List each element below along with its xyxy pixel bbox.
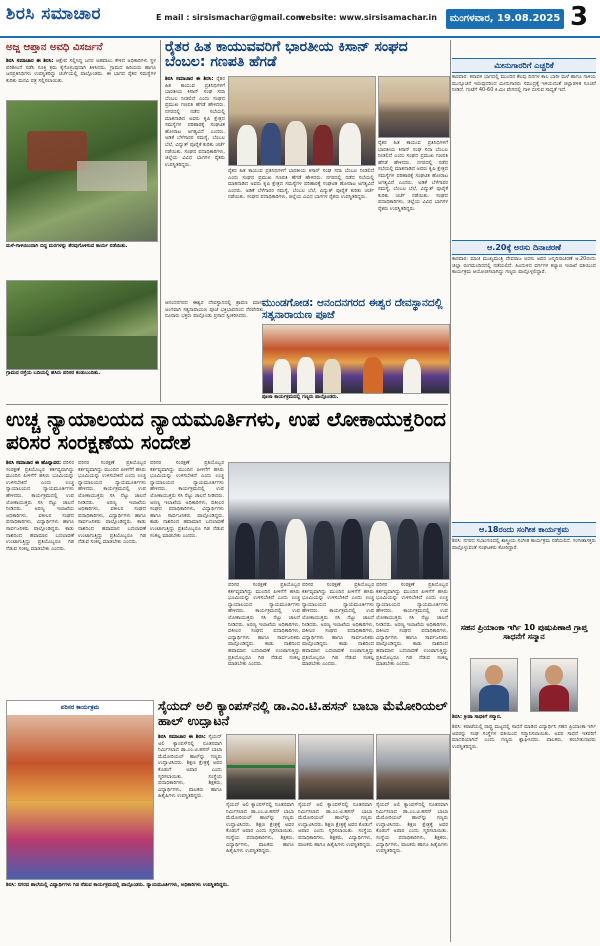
banner-text-5: ಪರಿಸರ ಸಂರಕ್ಷಣೆ ಪ್ರತಿಯೊಬ್ಬರ ಕರ್ತವ್ಯವಾಗಿದ್ದು ಮುಂದಿನ ಪೀಳಿಗೆಗೆ ಹಸಿರು ಭೂಮಿಯನ್ನು ಉಳಿಸಬೇಕಿದೆ ಎಂದು ಉಚ್ಚ ನ್ಯಾಯಾಲಯದ ನ್ಯಾಯಮೂರ್ತಿಗಳು ಹೇಳಿದರು. ಕಾರ್ಯಕ್ರಮದಲ್ಲಿ ಉಪ ಲೋಕಾಯುಕ್ತರು ಸಸಿ ನೆಟ್ಟು ಚಾಲನೆ ನೀಡಿದರು. ಅರಣ್ಯ ಇಲಾಖೆಯ ಅಧಿಕಾರಿಗಳು, ವಕೀಲರ ಸಂಘದ ಪದಾಧಿಕಾರಿಗಳು, ವಿದ್ಯಾರ್ಥಿಗಳು ಹಾಗೂ ಸಾರ್ವಜನಿಕರು ಪಾಲ್ಗೊಂಡಿದ್ದರು. ಕಾಡು ನಾಶದಿಂದ ಹವಾಮಾನ ಬದಲಾವಣೆ ಉಂಟಾಗುತ್ತಿದ್ದು ಪ್ರತಿಯೊಬ್ಬರೂ ಗಿಡ ನೆಡುವ ಸಂಕಲ್ಪ ಮಾಡಬೇಕು ಎಂದರು.	[302, 582, 374, 668]
box3-title: ಆ.18ರಂದು ಸಂಗೀತ ಕಾರ್ಯಕ್ರಮ	[452, 522, 596, 537]
school-photo-label: ಪರಿಸರ ಕಾರ್ಯಕ್ರಮ	[7, 701, 153, 715]
kisan-photo-2	[378, 76, 450, 138]
banner-text-3: ಪರಿಸರ ಸಂರಕ್ಷಣೆ ಪ್ರತಿಯೊಬ್ಬರ ಕರ್ತವ್ಯವಾಗಿದ್ದು ಮುಂದಿನ ಪೀಳಿಗೆಗೆ ಹಸಿರು ಭೂಮಿಯನ್ನು ಉಳಿಸಬೇಕಿದೆ ಎಂದು ಉಚ್ಚ ನ್ಯಾಯಾಲಯದ ನ್ಯಾಯಮೂರ್ತಿಗಳು ಹೇಳಿದರು. ಕಾರ್ಯಕ್ರಮದಲ್ಲಿ ಉಪ ಲೋಕಾಯುಕ್ತರು ಸಸಿ ನೆಟ್ಟು ಚಾಲನೆ ನೀಡಿದರು. ಅರಣ್ಯ ಇಲಾಖೆಯ ಅಧಿಕಾರಿಗಳು, ವಕೀಲರ ಸಂಘದ ಪದಾಧಿಕಾರಿಗಳು, ವಿದ್ಯಾರ್ಥಿಗಳು ಹಾಗೂ ಸಾರ್ವಜನಿಕರು ಪಾಲ್ಗೊಂಡಿದ್ದರು. ಕಾಡು ನಾಶದಿಂದ ಹವಾಮಾನ ಬದಲಾವಣೆ ಉಂಟಾಗುತ್ತಿದ್ದು ಪ್ರತಿಯೊಬ್ಬರೂ ಗಿಡ ನೆಡುವ ಸಂಕಲ್ಪ ಮಾಡಬೇಕು ಎಂದರು.	[150, 460, 224, 539]
banner-lead: ಶಿರಸಿ ಸಮಾಚಾರ ಈ ಹೊನ್ನಾವರ:	[6, 460, 62, 466]
temple-headline: ಮುಂಡಗೋಡ: ಆನಂದನಗರದ ಈಶ್ವರ ದೇವಸ್ಥಾನದಲ್ಲಿ ಸತ್ಯನಾರಾಯಣ ಪೂಜೆ	[262, 298, 443, 321]
top-left-caption-1: ಮಳೆ-ಗಾಳಿಯಿಂದಾಗಿ ಬಿದ್ದ ಮರಗಳನ್ನು ತೆರವುಗೊಳಿಸುವ ಕಾರ್ಯ ನಡೆಯಿತು.	[6, 243, 128, 249]
banner-body-col2	[78, 460, 146, 696]
hall-body-col3	[298, 802, 372, 880]
box2-body: ಕಾರವಾರ: ಮಾಜಿ ಮುಖ್ಯಮಂತ್ರಿ ದೇವರಾಜ ಅರಸು ಅವರ ಜನ್ಮದಿನಾಚರಣೆ ಆ.20ರಂದು ಜಿಲ್ಲಾ ರಂಗಮಂದಿರದಲ್ಲಿ ನಡೆಯಲಿದೆ. ಹಿಂದುಳಿದ ವರ್ಗಗಳ ಕಲ್ಯಾಣ ಇಲಾಖೆ ವತಿಯಿಂದ ಕಾರ್ಯಕ್ರಮ ಆಯೋಜಿಸಲಾಗಿದ್ದು ಗಣ್ಯರು ಪಾಲ್ಗೊಳ್ಳಲಿದ್ದಾರೆ.	[452, 256, 596, 276]
hall-text-2: ಸೈಯದ್ ಅಲಿ ಕ್ಯಾಂಪಸ್‌ನಲ್ಲಿ ನೂತನವಾಗಿ ನಿರ್ಮಿಸಲಾದ ಡಾ.ಎಂ.ಟಿ.ಹಸನ್ ಬಾಬಾ ಮೆಮೋರಿಯಲ್ ಹಾಲ್‌ನ್ನು ಗಣ್ಯರು ಉದ್ಘಾಟಿಸಿದರು. ಶಿಕ್ಷಣ ಕ್ಷೇತ್ರಕ್ಕೆ ಅವರ ಕೊಡುಗೆ ಅಪಾರ ಎಂದು ಸ್ಮರಿಸಲಾಯಿತು. ಸಂಸ್ಥೆಯ ಪದಾಧಿಕಾರಿಗಳು, ಶಿಕ್ಷಕರು, ವಿದ್ಯಾರ್ಥಿಗಳು, ಪಾಲಕರು ಹಾಗೂ ಹಿತೈಷಿಗಳು ಉಪಸ್ಥಿತರಿದ್ದರು.	[226, 802, 294, 855]
banner-text-6: ಪರಿಸರ ಸಂರಕ್ಷಣೆ ಪ್ರತಿಯೊಬ್ಬರ ಕರ್ತವ್ಯವಾಗಿದ್ದು ಮುಂದಿನ ಪೀಳಿಗೆಗೆ ಹಸಿರು ಭೂಮಿಯನ್ನು ಉಳಿಸಬೇಕಿದೆ ಎಂದು ಉಚ್ಚ ನ್ಯಾಯಾಲಯದ ನ್ಯಾಯಮೂರ್ತಿಗಳು ಹೇಳಿದರು. ಕಾರ್ಯಕ್ರಮದಲ್ಲಿ ಉಪ ಲೋಕಾಯುಕ್ತರು ಸಸಿ ನೆಟ್ಟು ಚಾಲನೆ ನೀಡಿದರು. ಅರಣ್ಯ ಇಲಾಖೆಯ ಅಧಿಕಾರಿಗಳು, ವಕೀಲರ ಸಂಘದ ಪದಾಧಿಕಾರಿಗಳು, ವಿದ್ಯಾರ್ಥಿಗಳು ಹಾಗೂ ಸಾರ್ವಜನಿಕರು ಪಾಲ್ಗೊಂಡಿದ್ದರು. ಕಾಡು ನಾಶದಿಂದ ಹವಾಮಾನ ಬದಲಾವಣೆ ಉಂಟಾಗುತ್ತಿದ್ದು ಪ್ರತಿಯೊಬ್ಬರೂ ಗಿಡ ನೆಡುವ ಸಂಕಲ್ಪ ಮಾಡಬೇಕು ಎಂದರು.	[376, 582, 448, 668]
banner-body-col5	[302, 582, 374, 694]
banner-body-col1	[6, 460, 74, 696]
temple-photo	[262, 324, 450, 394]
hall-photo-2	[298, 734, 374, 800]
hall-text-1: ಸೈಯದ್ ಅಲಿ ಕ್ಯಾಂಪಸ್‌ನಲ್ಲಿ ನೂತನವಾಗಿ ನಿರ್ಮಿಸಲಾದ ಡಾ.ಎಂ.ಟಿ.ಹಸನ್ ಬಾಬಾ ಮೆಮೋರಿಯಲ್ ಹಾಲ್‌ನ್ನು ಗಣ್ಯರು ಉದ್ಘಾಟಿಸಿದರು. ಶಿಕ್ಷಣ ಕ್ಷೇತ್ರಕ್ಕೆ ಅವರ ಕೊಡುಗೆ ಅಪಾರ ಎಂದು ಸ್ಮರಿಸಲಾಯಿತು. ಸಂಸ್ಥೆಯ ಪದಾಧಿಕಾರಿಗಳು, ಶಿಕ್ಷಕರು, ವಿದ್ಯಾರ್ಥಿಗಳು, ಪಾಲಕರು ಹಾಗೂ ಹಿತೈಷಿಗಳು ಉಪಸ್ಥಿತರಿದ್ದರು.	[158, 734, 222, 800]
banner-photo	[228, 462, 450, 580]
top-left-lead: ಶಿರಸಿ ಸಮಾಚಾರ ಈ ಶಿರಸಿ:	[6, 58, 54, 64]
temple-left-text	[165, 300, 265, 398]
kisan-body-col1	[165, 76, 225, 296]
kisan-body-col3	[378, 140, 448, 296]
top-left-photo-1	[6, 100, 158, 242]
banner-text-4: ಪರಿಸರ ಸಂರಕ್ಷಣೆ ಪ್ರತಿಯೊಬ್ಬರ ಕರ್ತವ್ಯವಾಗಿದ್ದು ಮುಂದಿನ ಪೀಳಿಗೆಗೆ ಹಸಿರು ಭೂಮಿಯನ್ನು ಉಳಿಸಬೇಕಿದೆ ಎಂದು ಉಚ್ಚ ನ್ಯಾಯಾಲಯದ ನ್ಯಾಯಮೂರ್ತಿಗಳು ಹೇಳಿದರು. ಕಾರ್ಯಕ್ರಮದಲ್ಲಿ ಉಪ ಲೋಕಾಯುಕ್ತರು ಸಸಿ ನೆಟ್ಟು ಚಾಲನೆ ನೀಡಿದರು. ಅರಣ್ಯ ಇಲಾಖೆಯ ಅಧಿಕಾರಿಗಳು, ವಕೀಲರ ಸಂಘದ ಪದಾಧಿಕಾರಿಗಳು, ವಿದ್ಯಾರ್ಥಿಗಳು ಹಾಗೂ ಸಾರ್ವಜನಿಕರು ಪಾಲ್ಗೊಂಡಿದ್ದರು. ಕಾಡು ನಾಶದಿಂದ ಹವಾಮಾನ ಬದಲಾವಣೆ ಉಂಟಾಗುತ್ತಿದ್ದು ಪ್ರತಿಯೊಬ್ಬರೂ ಗಿಡ ನೆಡುವ ಸಂಕಲ್ಪ ಮಾಡಬೇಕು ಎಂದರು.	[228, 582, 300, 668]
banner-body-col3	[150, 460, 224, 696]
banner-body-col4	[228, 582, 300, 694]
hall-text-3: ಸೈಯದ್ ಅಲಿ ಕ್ಯಾಂಪಸ್‌ನಲ್ಲಿ ನೂತನವಾಗಿ ನಿರ್ಮಿಸಲಾದ ಡಾ.ಎಂ.ಟಿ.ಹಸನ್ ಬಾಬಾ ಮೆಮೋರಿಯಲ್ ಹಾಲ್‌ನ್ನು ಗಣ್ಯರು ಉದ್ಘಾಟಿಸಿದರು. ಶಿಕ್ಷಣ ಕ್ಷೇತ್ರಕ್ಕೆ ಅವರ ಕೊಡುಗೆ ಅಪಾರ ಎಂದು ಸ್ಮರಿಸಲಾಯಿತು. ಸಂಸ್ಥೆಯ ಪದಾಧಿಕಾರಿಗಳು, ಶಿಕ್ಷಕರು, ವಿದ್ಯಾರ್ಥಿಗಳು, ಪಾಲಕರು ಹಾಗೂ ಹಿತೈಷಿಗಳು ಉಪಸ್ಥಿತರಿದ್ದರು.	[298, 802, 372, 848]
school-caption: ಶಿರಸಿ: ನಗರದ ಶಾಲೆಯಲ್ಲಿ ವಿದ್ಯಾರ್ಥಿಗಳು ಗಿಡ ನೆಡುವ ಕಾರ್ಯಕ್ರಮದಲ್ಲಿ ಪಾಲ್ಗೊಂಡರು. ನ್ಯಾಯಮೂರ್ತಿಗಳು, ಅಧಿಕಾರಿಗಳು ಉಪಸ್ಥಿತರಿದ್ದರು.	[6, 882, 229, 888]
hall-lead: ಶಿರಸಿ ಸಮಾಚಾರ ಈ ಶಿರಸಿ:	[158, 734, 206, 740]
top-left-photo-2	[6, 280, 158, 370]
kisan-headline: ರೈತರ ಹಿತ ಕಾಯುವವರಿಗೆ ಭಾರತೀಯ ಕಿಸಾನ್ ಸಂಘದ ಬೆಂಬಲ: ಗಣಪತಿ ಹೆಗಡೆ	[165, 40, 408, 71]
kisan-photo	[228, 76, 376, 166]
banner-text-1: ಪರಿಸರ ಸಂರಕ್ಷಣೆ ಪ್ರತಿಯೊಬ್ಬರ ಕರ್ತವ್ಯವಾಗಿದ್ದು ಮುಂದಿನ ಪೀಳಿಗೆಗೆ ಹಸಿರು ಭೂಮಿಯನ್ನು ಉಳಿಸಬೇಕಿದೆ ಎಂದು ಉಚ್ಚ ನ್ಯಾಯಾಲಯದ ನ್ಯಾಯಮೂರ್ತಿಗಳು ಹೇಳಿದರು. ಕಾರ್ಯಕ್ರಮದಲ್ಲಿ ಉಪ ಲೋಕಾಯುಕ್ತರು ಸಸಿ ನೆಟ್ಟು ಚಾಲನೆ ನೀಡಿದರು. ಅರಣ್ಯ ಇಲಾಖೆಯ ಅಧಿಕಾರಿಗಳು, ವಕೀಲರ ಸಂಘದ ಪದಾಧಿಕಾರಿಗಳು, ವಿದ್ಯಾರ್ಥಿಗಳು ಹಾಗೂ ಸಾರ್ವಜನಿಕರು ಪಾಲ್ಗೊಂಡಿದ್ದರು. ಕಾಡು ನಾಶದಿಂದ ಹವಾಮಾನ ಬದಲಾವಣೆ ಉಂಟಾಗುತ್ತಿದ್ದು ಪ್ರತಿಯೊಬ್ಬರೂ ಗಿಡ ನೆಡುವ ಸಂಕಲ್ಪ ಮಾಡಬೇಕು ಎಂದರು.	[6, 460, 74, 552]
box1-title: ಮೀನುಗಾರರಿಗೆ ಎಚ್ಚರಿಕೆ	[452, 58, 596, 73]
box4-photo-1	[470, 658, 518, 712]
hall-photo-1	[226, 734, 296, 800]
top-left-body	[6, 58, 156, 98]
box4-photo-2	[530, 658, 578, 712]
temple-caption: ಪೂಜಾ ಕಾರ್ಯಕ್ರಮದಲ್ಲಿ ಗಣ್ಯರು ಪಾಲ್ಗೊಂಡರು.	[262, 394, 339, 400]
top-left-caption-2: ಗ್ರಾಮದ ರಸ್ತೆಯ ಬದಿಯಲ್ಲಿ ಹಸಿರು ಪರಿಸರ ಕಂಡುಬಂದಿತು.	[6, 370, 101, 376]
masthead-email: E mail : sirsismachar@gmail.com	[156, 13, 305, 22]
banner-headline: ಉಚ್ಚ ನ್ಯಾಯಾಲಯದ ನ್ಯಾಯಮೂರ್ತಿಗಳು, ಉಪ ಲೋಕಾಯುಕ್ತರಿಂದ ಪರಿಸರ ಸಂರಕ್ಷಣೆಯ ಸಂದೇಶ	[6, 408, 446, 454]
box2-title: ಆ.20ಕ್ಕೆ ಅರಸು ದಿನಾಚರಣೆ	[452, 240, 596, 255]
page-number: 3	[570, 2, 589, 32]
box4-caption: ಶಿರಸಿ: ಕ್ರೀಡಾ ಸಾಧಕಿಗೆ ಸನ್ಮಾನ.	[452, 714, 502, 720]
kisan-lead: ಶಿರಸಿ ಸಮಾಚಾರ ಈ ಶಿರಸಿ:	[165, 76, 214, 82]
hall-body-col1	[158, 734, 222, 880]
banner-body-col6	[376, 582, 448, 694]
banner-top-rule	[6, 404, 448, 405]
box3-body: ಶಿರಸಿ: ನಗರದ ಸಭಾಂಗಣದಲ್ಲಿ ಶಾಸ್ತ್ರೀಯ ಸಂಗೀತ ಕಾರ್ಯಕ್ರಮ ನಡೆಯಲಿದೆ. ಸಂಗೀತಾಸಕ್ತರು ಪಾಲ್ಗೊಳ್ಳುವಂತೆ ಸಂಘಟಕರು ಕೋರಿದ್ದಾರೆ.	[452, 538, 596, 551]
school-photo	[6, 700, 154, 880]
hall-text-4: ಸೈಯದ್ ಅಲಿ ಕ್ಯಾಂಪಸ್‌ನಲ್ಲಿ ನೂತನವಾಗಿ ನಿರ್ಮಿಸಲಾದ ಡಾ.ಎಂ.ಟಿ.ಹಸನ್ ಬಾಬಾ ಮೆಮೋರಿಯಲ್ ಹಾಲ್‌ನ್ನು ಗಣ್ಯರು ಉದ್ಘಾಟಿಸಿದರು. ಶಿಕ್ಷಣ ಕ್ಷೇತ್ರಕ್ಕೆ ಅವರ ಕೊಡುಗೆ ಅಪಾರ ಎಂದು ಸ್ಮರಿಸಲಾಯಿತು. ಸಂಸ್ಥೆಯ ಪದಾಧಿಕಾರಿಗಳು, ಶಿಕ್ಷಕರು, ವಿದ್ಯಾರ್ಥಿಗಳು, ಪಾಲಕರು ಹಾಗೂ ಹಿತೈಷಿಗಳು ಉಪಸ್ಥಿತರಿದ್ದರು.	[376, 802, 448, 855]
masthead-title: ಶಿರಸಿ ಸಮಾಚಾರ	[6, 4, 102, 24]
top-left-text: ಆಕ್ಷೇಪ ಸಲ್ಲಿಸಿದ್ದ ಜನರ ಅಹವಾಲು ಕೇಳಿದ ಅಧಿಕಾರಿಗಳು ಸ್ಥಳ ಪರಿಶೀಲನೆ ನಡೆಸಿ ಸೂಕ್ತ ಕ್ರಮ ಕೈಗೊಳ್ಳುವುದಾಗಿ ತಿಳಿಸಿದರು. ಗ್ರಾಮದ ಹಿರಿಯರು ಹಾಗೂ ಜನಪ್ರತಿನಿಧಿಗಳು ಉಪಸ್ಥಿತರಿದ್ದು ಚರ್ಚೆಯಲ್ಲಿ ಪಾಲ್ಗೊಂಡರು. ಈ ಭಾಗದ ರೈತರ ಸಮಸ್ಯೆಗಳ ಕುರಿತು ಮನವಿ ಪತ್ರ ಸಲ್ಲಿಸಲಾಯಿತು.	[6, 58, 156, 84]
kisan-body-col2	[228, 168, 374, 296]
box4-body: ಶಿರಸಿ: ಕರಾಟೆಯಲ್ಲಿ ರಾಷ್ಟ್ರ ಮಟ್ಟದಲ್ಲಿ ಸಾಧನೆ ಮಾಡಿದ ವಿದ್ಯಾರ್ಥಿನಿ ಸಹನ ಪ್ರಿಯಾಂಕಾ ಇರ್ಗಿ ಅವರನ್ನು ಸಂಘ ಸಂಸ್ಥೆಗಳ ವತಿಯಿಂದ ಸನ್ಮಾನಿಸಲಾಯಿತು. ಅವರ ಸಾಧನೆ ಇತರರಿಗೆ ಮಾದರಿಯಾಗಿದೆ ಎಂದು ಗಣ್ಯರು ಶ್ಲಾಘಿಸಿದರು. ಪಾಲಕರು, ತರಬೇತುದಾರರು ಉಪಸ್ಥಿತರಿದ್ದರು.	[452, 724, 596, 750]
hall-body-col4	[376, 802, 448, 880]
box4-title: ಸಹನ ಪ್ರಿಯಾಂಕಾ ಇರ್ಗಿ 10 ಪುಷುಪಿಣಾಜಿ ಗ್ರಾಪ್ತ ಸಾಧನೆಗೆ ಸನ್ಮಾನ	[460, 624, 588, 641]
hall-photo-3	[376, 734, 450, 800]
kisan-text-3: ರೈತರ ಹಿತ ಕಾಯುವ ಪ್ರತಿನಿಧಿಗಳಿಗೆ ಭಾರತೀಯ ಕಿಸಾನ್ ಸಂಘ ಸದಾ ಬೆಂಬಲ ನೀಡಲಿದೆ ಎಂದು ಸಂಘದ ಪ್ರಮುಖ ಗಣಪತಿ ಹೆಗಡೆ ಹೇಳಿದರು. ನಗರದಲ್ಲಿ ನಡೆದ ಸಭೆಯಲ್ಲಿ ಮಾತನಾಡಿದ ಅವರು ಕೃಷಿ ಕ್ಷೇತ್ರದ ಸಮಸ್ಯೆಗಳ ಪರಿಹಾರಕ್ಕೆ ಸಂಘಟಿತ ಹೋರಾಟ ಅಗತ್ಯವಿದೆ ಎಂದರು. ಅಡಿಕೆ ಬೆಳೆಗಾರರ ಸಮಸ್ಯೆ, ಬೆಂಬಲ ಬೆಲೆ, ವಿದ್ಯುತ್ ಪೂರೈಕೆ ಕುರಿತು ಚರ್ಚೆ ನಡೆಯಿತು. ಸಂಘದ ಪದಾಧಿಕಾರಿಗಳು, ಜಿಲ್ಲೆಯ ವಿವಿಧ ಭಾಗಗಳ ರೈತರು ಉಪಸ್ಥಿತರಿದ್ದರು.	[378, 140, 448, 212]
col-rule-1	[160, 40, 161, 402]
kisan-text-2: ರೈತರ ಹಿತ ಕಾಯುವ ಪ್ರತಿನಿಧಿಗಳಿಗೆ ಭಾರತೀಯ ಕಿಸಾನ್ ಸಂಘ ಸದಾ ಬೆಂಬಲ ನೀಡಲಿದೆ ಎಂದು ಸಂಘದ ಪ್ರಮುಖ ಗಣಪತಿ ಹೆಗಡೆ ಹೇಳಿದರು. ನಗರದಲ್ಲಿ ನಡೆದ ಸಭೆಯಲ್ಲಿ ಮಾತನಾಡಿದ ಅವರು ಕೃಷಿ ಕ್ಷೇತ್ರದ ಸಮಸ್ಯೆಗಳ ಪರಿಹಾರಕ್ಕೆ ಸಂಘಟಿತ ಹೋರಾಟ ಅಗತ್ಯವಿದೆ ಎಂದರು. ಅಡಿಕೆ ಬೆಳೆಗಾರರ ಸಮಸ್ಯೆ, ಬೆಂಬಲ ಬೆಲೆ, ವಿದ್ಯುತ್ ಪೂರೈಕೆ ಕುರಿತು ಚರ್ಚೆ ನಡೆಯಿತು. ಸಂಘದ ಪದಾಧಿಕಾರಿಗಳು, ಜಿಲ್ಲೆಯ ವಿವಿಧ ಭಾಗಗಳ ರೈತರು ಉಪಸ್ಥಿತರಿದ್ದರು.	[228, 168, 374, 201]
col-rule-2	[450, 40, 451, 942]
box1-body: ಕಾರವಾರ: ಕರಾವಳಿ ಭಾಗದಲ್ಲಿ ಮುಂದಿನ ಕೆಲವು ದಿನಗಳ ಕಾಲ ಭಾರೀ ಮಳೆ ಹಾಗೂ ಗಾಳಿಯ ಮುನ್ಸೂಚನೆ ಇರುವುದರಿಂದ ಮೀನುಗಾರರು ಸಮುದ್ರಕ್ಕೆ ಇಳಿಯದಂತೆ ಜಿಲ್ಲಾಡಳಿತ ಸೂಚನೆ ನೀಡಿದೆ. ಗಂಟೆಗೆ 40-60 ಕಿ.ಮೀ ವೇಗದಲ್ಲಿ ಗಾಳಿ ಬೀಸುವ ಸಾಧ್ಯತೆ ಇದೆ.	[452, 74, 596, 94]
top-left-headline: ಅಜ್ಜ ಆಪ್ತಾನ ಅವಧಿ ವಿಸರ್ಜನೆ	[6, 42, 103, 53]
masthead-website: website: www.sirsisamachar.in	[298, 13, 437, 22]
hall-body-col2	[226, 802, 294, 880]
masthead	[0, 0, 600, 38]
banner-text-2: ಪರಿಸರ ಸಂರಕ್ಷಣೆ ಪ್ರತಿಯೊಬ್ಬರ ಕರ್ತವ್ಯವಾಗಿದ್ದು ಮುಂದಿನ ಪೀಳಿಗೆಗೆ ಹಸಿರು ಭೂಮಿಯನ್ನು ಉಳಿಸಬೇಕಿದೆ ಎಂದು ಉಚ್ಚ ನ್ಯಾಯಾಲಯದ ನ್ಯಾಯಮೂರ್ತಿಗಳು ಹೇಳಿದರು. ಕಾರ್ಯಕ್ರಮದಲ್ಲಿ ಉಪ ಲೋಕಾಯುಕ್ತರು ಸಸಿ ನೆಟ್ಟು ಚಾಲನೆ ನೀಡಿದರು. ಅರಣ್ಯ ಇಲಾಖೆಯ ಅಧಿಕಾರಿಗಳು, ವಕೀಲರ ಸಂಘದ ಪದಾಧಿಕಾರಿಗಳು, ವಿದ್ಯಾರ್ಥಿಗಳು ಹಾಗೂ ಸಾರ್ವಜನಿಕರು ಪಾಲ್ಗೊಂಡಿದ್ದರು. ಕಾಡು ನಾಶದಿಂದ ಹವಾಮಾನ ಬದಲಾವಣೆ ಉಂಟಾಗುತ್ತಿದ್ದು ಪ್ರತಿಯೊಬ್ಬರೂ ಗಿಡ ನೆಡುವ ಸಂಕಲ್ಪ ಮಾಡಬೇಕು ಎಂದರು.	[78, 460, 146, 546]
kisan-text-1: ರೈತರ ಹಿತ ಕಾಯುವ ಪ್ರತಿನಿಧಿಗಳಿಗೆ ಭಾರತೀಯ ಕಿಸಾನ್ ಸಂಘ ಸದಾ ಬೆಂಬಲ ನೀಡಲಿದೆ ಎಂದು ಸಂಘದ ಪ್ರಮುಖ ಗಣಪತಿ ಹೆಗಡೆ ಹೇಳಿದರು. ನಗರದಲ್ಲಿ ನಡೆದ ಸಭೆಯಲ್ಲಿ ಮಾತನಾಡಿದ ಅವರು ಕೃಷಿ ಕ್ಷೇತ್ರದ ಸಮಸ್ಯೆಗಳ ಪರಿಹಾರಕ್ಕೆ ಸಂಘಟಿತ ಹೋರಾಟ ಅಗತ್ಯವಿದೆ ಎಂದರು. ಅಡಿಕೆ ಬೆಳೆಗಾರರ ಸಮಸ್ಯೆ, ಬೆಂಬಲ ಬೆಲೆ, ವಿದ್ಯುತ್ ಪೂರೈಕೆ ಕುರಿತು ಚರ್ಚೆ ನಡೆಯಿತು. ಸಂಘದ ಪದಾಧಿಕಾರಿಗಳು, ಜಿಲ್ಲೆಯ ವಿವಿಧ ಭಾಗಗಳ ರೈತರು ಉಪಸ್ಥಿತರಿದ್ದರು.	[165, 76, 225, 168]
masthead-date: ಮಂಗಳವಾರ, 19.08.2025	[446, 9, 564, 29]
hall-headline: ಸೈಯದ್ ಅಲಿ ಕ್ಯಾಂಪಸ್‌ನಲ್ಲಿ ಡಾ.ಎಂ.ಟಿ.ಹಸನ್ ಬಾಬಾ ಮೆಮೋರಿಯಲ್ ಹಾಲ್ ಉದ್ಘಾಟನೆ	[158, 698, 448, 728]
temple-text-1: ಆನಂದನಗರದ ಈಶ್ವರ ದೇವಸ್ಥಾನದಲ್ಲಿ ಶ್ರಾವಣ ಮಾಸದ ಅಂಗವಾಗಿ ಸತ್ಯನಾರಾಯಣ ಪೂಜೆ ಭಕ್ತಿಭಾವದಿಂದ ನೆರವೇರಿತು. ನೂರಾರು ಭಕ್ತರು ಪಾಲ್ಗೊಂಡು ಪ್ರಸಾದ ಸ್ವೀಕರಿಸಿದರು.	[165, 300, 265, 320]
